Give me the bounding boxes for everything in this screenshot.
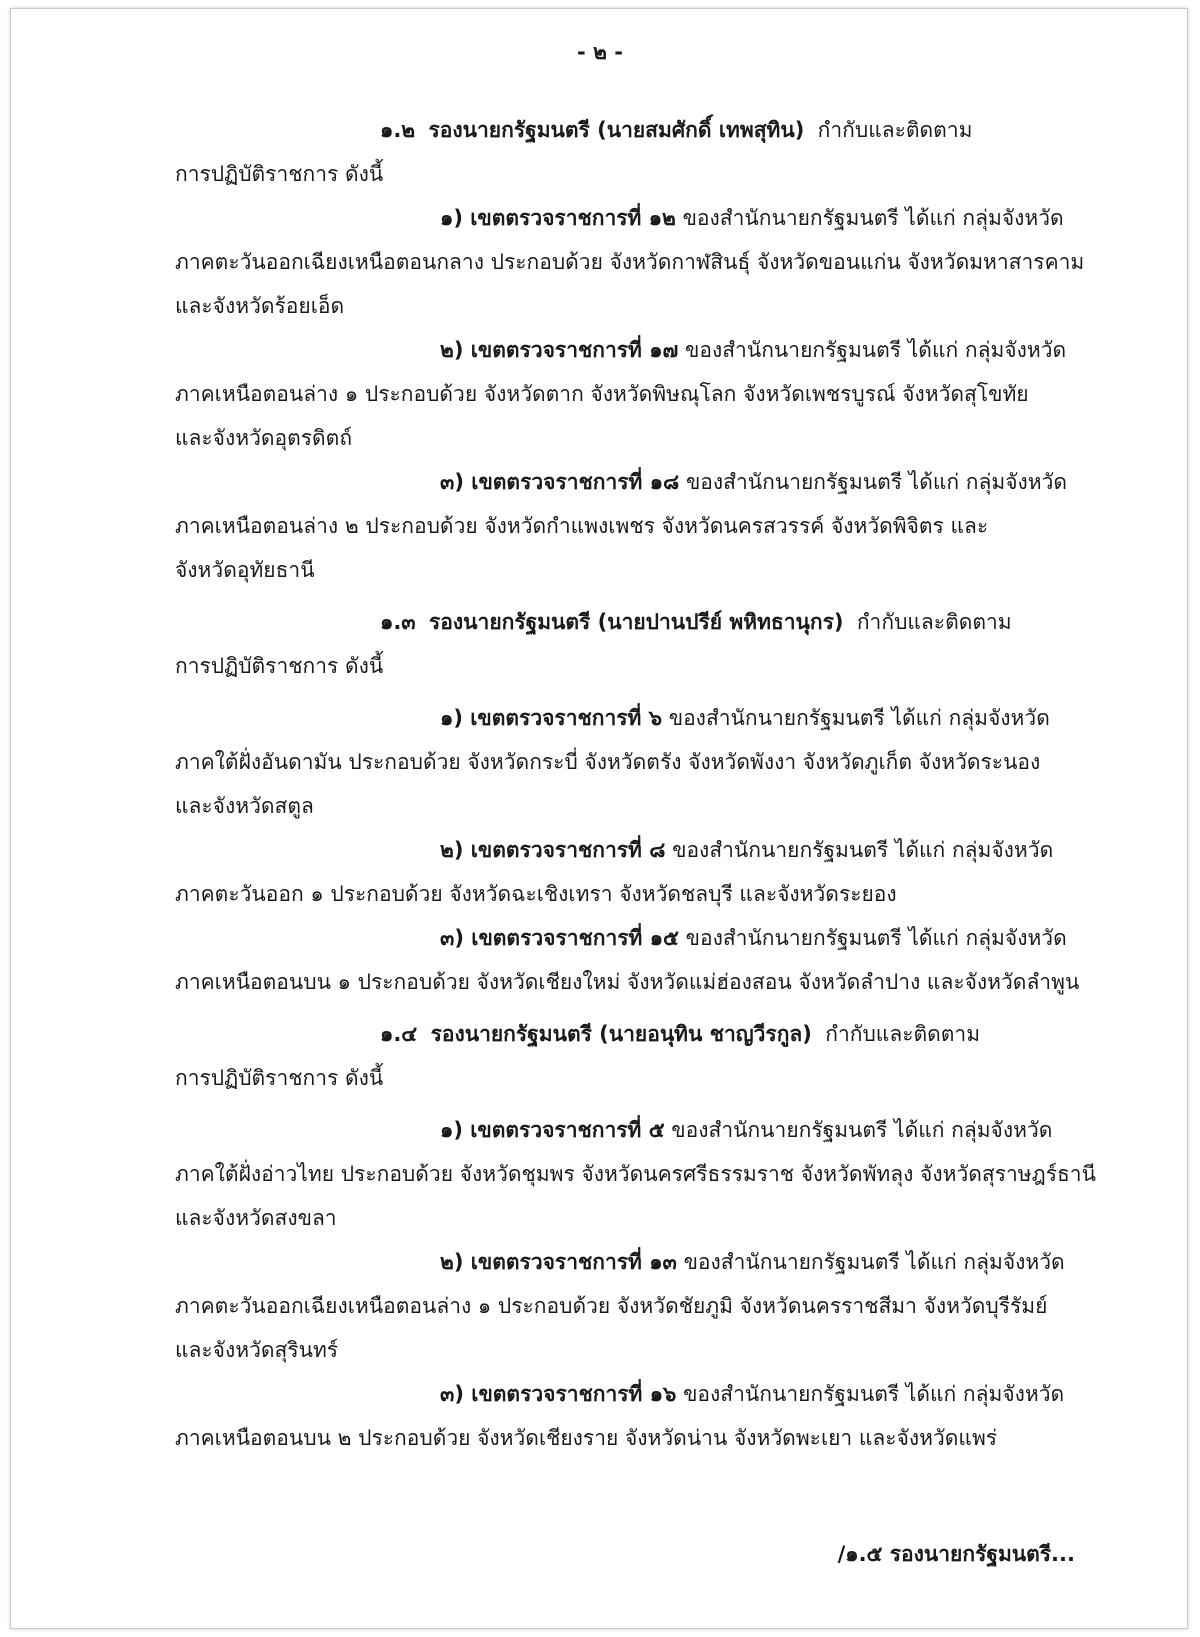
section-1-2 (175, 108, 1085, 592)
list-item-line: และจังหวัดร้อยเอ็ด (175, 294, 345, 318)
item-rest-text: ของสำนักนายกรัฐมนตรี ได้แก่ กลุ่มจังหวัด (682, 206, 1064, 230)
item-lead-text: ๓) เขตตรวจราชการที่ ๑๖ (440, 1382, 677, 1406)
item-lead-text: ๑) เขตตรวจราชการที่ ๑๒ (440, 206, 676, 230)
item-rest-text: ของสำนักนายกรัฐมนตรี ได้แก่ กลุ่มจังหวัด (672, 838, 1054, 862)
item-lead-text: ๑) เขตตรวจราชการที่ ๖ (440, 706, 663, 730)
section-heading-cont: การปฏิบัติราชการ ดังนี้ (175, 162, 384, 186)
list-item-lead (175, 696, 1080, 740)
spacer (175, 1004, 1080, 1012)
spacer (175, 688, 1080, 696)
section-1-4 (175, 1012, 1096, 1460)
list-item-line: ภาคเหนือตอนบน ๒ ประกอบด้วย จังหวัดเชียงราย จังหวัดน่าน จังหวัดพะเยา และจังหวัดแพร่ (175, 1426, 998, 1450)
item-rest-text: ของสำนักนายกรัฐมนตรี ได้แก่ กลุ่มจังหวัด (668, 706, 1050, 730)
item-lead-text: ๒) เขตตรวจราชการที่ ๑๗ (440, 338, 679, 362)
item-lead-text: ๒) เขตตรวจราชการที่ ๑๓ (440, 1250, 677, 1274)
spacer (175, 592, 1080, 600)
section-number: ๑.๒ (380, 118, 416, 142)
item-rest-text: ของสำนักนายกรัฐมนตรี ได้แก่ กลุ่มจังหวัด (671, 1118, 1053, 1142)
section-heading (175, 108, 1080, 152)
list-item-line: ภาคใต้ฝั่งอ่าวไทย ประกอบด้วย จังหวัดชุมพร จังหวัดนครศรีธรรมราช จังหวัดพัทลุง จังหวัดสุราษฎร์ธานี (175, 1162, 1096, 1186)
item-rest-text: ของสำนักนายกรัฐมนตรี ได้แก่ กลุ่มจังหวัด (685, 926, 1067, 950)
section-heading-cont: การปฏิบัติราชการ ดังนี้ (175, 654, 384, 678)
list-item-line: ภาคตะวันออกเฉียงเหนือตอนกลาง ประกอบด้วย จังหวัดกาฬสินธุ์ จังหวัดขอนแก่น จังหวัดมหาสารคาม (175, 250, 1085, 274)
section-title: รองนายกรัฐมนตรี (นายสมศักดิ์ เทพสุทิน) (428, 118, 805, 142)
item-lead-text: ๓) เขตตรวจราชการที่ ๑๕ (440, 926, 679, 950)
list-item-lead (175, 916, 1080, 960)
section-heading-tail: กำกับและติดตาม (825, 1022, 981, 1046)
section-title: รองนายกรัฐมนตรี (นายอนุทิน ชาญวีรกูล) (430, 1022, 812, 1046)
list-item-line: และจังหวัดสงขลา (175, 1206, 337, 1230)
list-item-line: และจังหวัดอุตรดิตถ์ (175, 426, 353, 450)
list-item-line: ภาคเหนือตอนล่าง ๒ ประกอบด้วย จังหวัดกำแพงเพชร จังหวัดนครสวรรค์ จังหวัดพิจิตร และ (175, 514, 989, 538)
continuation-marker: /๑.๕ รองนายกรัฐมนตรี... (837, 1542, 1075, 1566)
list-item-line: จังหวัดอุทัยธานี (175, 558, 315, 582)
list-item-lead (175, 196, 1080, 240)
section-title: รองนายกรัฐมนตรี (นายปานปรีย์ พหิทธานุกร) (429, 610, 844, 634)
list-item-line: ภาคตะวันออกเฉียงเหนือตอนล่าง ๑ ประกอบด้วย จังหวัดชัยภูมิ จังหวัดนครราชสีมา จังหวัดบุรีรัมย์ (175, 1294, 1048, 1318)
section-heading-tail: กำกับและติดตาม (817, 118, 973, 142)
item-rest-text: ของสำนักนายกรัฐมนตรี ได้แก่ กลุ่มจังหวัด (685, 470, 1068, 494)
page-number: - ๒ - (577, 40, 623, 64)
item-lead-text: ๑) เขตตรวจราชการที่ ๕ (440, 1118, 665, 1142)
document-body (175, 108, 1096, 1460)
item-rest-text: ของสำนักนายกรัฐมนตรี ได้แก่ กลุ่มจังหวัด (683, 1382, 1065, 1406)
section-number: ๑.๓ (380, 610, 416, 634)
item-lead-text: ๓) เขตตรวจราชการที่ ๑๘ (440, 470, 680, 494)
list-item-lead (175, 460, 1080, 504)
item-lead-text: ๒) เขตตรวจราชการที่ ๘ (440, 838, 666, 862)
section-heading-cont: การปฏิบัติราชการ ดังนี้ (175, 1066, 384, 1090)
section-heading (175, 600, 1080, 644)
spacer (175, 1100, 1080, 1108)
list-item-lead (175, 1372, 1080, 1416)
list-item-lead (175, 828, 1080, 872)
list-item-line: และจังหวัดสุรินทร์ (175, 1338, 339, 1362)
item-rest-text: ของสำนักนายกรัฐมนตรี ได้แก่ กลุ่มจังหวัด (683, 1250, 1065, 1274)
section-heading-tail: กำกับและติดตาม (856, 610, 1012, 634)
item-rest-text: ของสำนักนายกรัฐมนตรี ได้แก่ กลุ่มจังหวัด (685, 338, 1067, 362)
list-item-line: ภาคเหนือตอนล่าง ๑ ประกอบด้วย จังหวัดตาก จังหวัดพิษณุโลก จังหวัดเพชรบูรณ์ จังหวัดสุโขทัย (175, 382, 1029, 406)
section-heading (175, 1012, 1080, 1056)
list-item-lead (175, 1108, 1080, 1152)
list-item-line: และจังหวัดสตูล (175, 794, 314, 818)
section-1-3 (175, 600, 1080, 1004)
list-item-lead (175, 328, 1080, 372)
section-number: ๑.๔ (380, 1022, 418, 1046)
list-item-line: ภาคตะวันออก ๑ ประกอบด้วย จังหวัดฉะเชิงเทรา จังหวัดชลบุรี และจังหวัดระยอง (175, 882, 897, 906)
list-item-lead (175, 1240, 1080, 1284)
list-item-line: ภาคใต้ฝั่งอันดามัน ประกอบด้วย จังหวัดกระบี่ จังหวัดตรัง จังหวัดพังงา จังหวัดภูเก็ต จังหวัดระนอง (175, 750, 1041, 774)
list-item-line: ภาคเหนือตอนบน ๑ ประกอบด้วย จังหวัดเชียงใหม่ จังหวัดแม่ฮ่องสอน จังหวัดลำปาง และจังหวัดลำพูน (175, 970, 1080, 994)
